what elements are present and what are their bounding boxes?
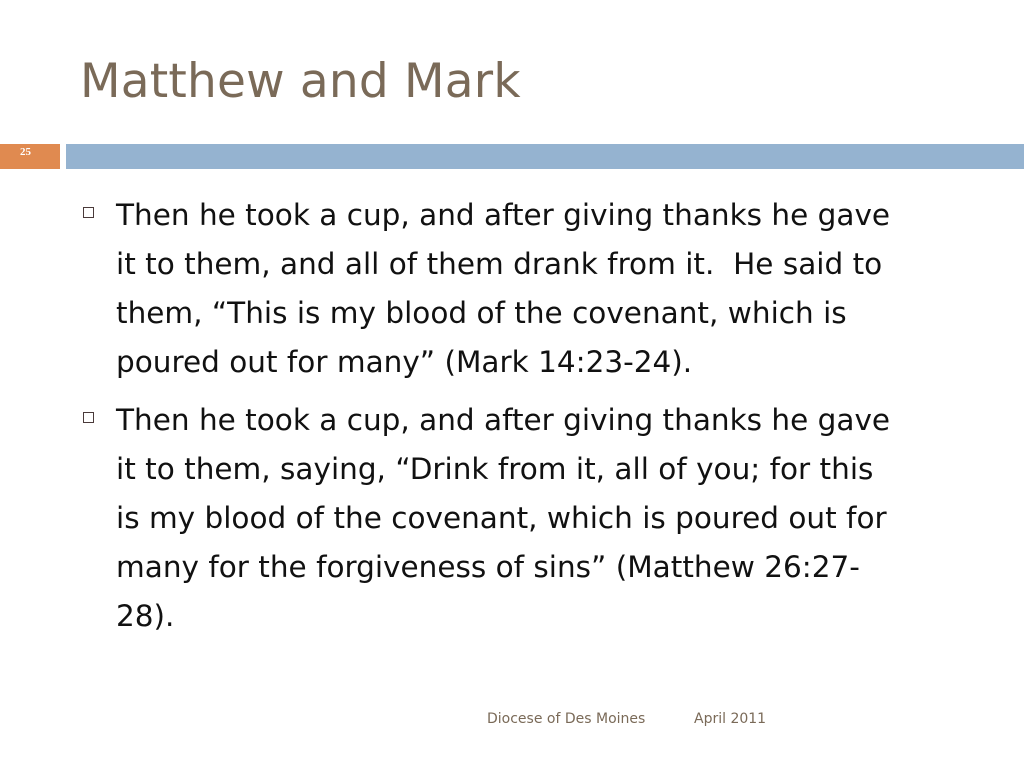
slide-content xyxy=(80,191,980,650)
bullet-item xyxy=(80,191,980,387)
bullet-line: them, “This is my blood of the covenant, which is xyxy=(116,296,847,330)
bullet-line: Then he took a cup, and after giving thanks he gave xyxy=(116,403,891,437)
slide-title: Matthew and Mark xyxy=(80,54,521,109)
bullet-text xyxy=(116,191,982,387)
bullet-line: 28). xyxy=(116,599,175,633)
bullet-item xyxy=(80,396,980,641)
footer-organization: Diocese of Des Moines xyxy=(487,711,646,727)
bullet-line: it to them, and all of them drank from it. He said to xyxy=(116,247,883,281)
bullet-line: many for the forgiveness of sins” (Matthew 26:27- xyxy=(116,550,860,584)
square-bullet-icon xyxy=(83,412,94,423)
bullet-text xyxy=(116,396,982,641)
square-bullet-icon xyxy=(83,207,94,218)
bullet-line: poured out for many” (Mark 14:23-24). xyxy=(116,345,693,379)
bullet-line: is my blood of the covenant, which is poured out for xyxy=(116,501,887,535)
header-rule-bar xyxy=(66,144,1024,169)
bullet-line: Then he took a cup, and after giving thanks he gave xyxy=(116,198,891,232)
page-number: 25 xyxy=(20,146,31,158)
footer-date: April 2011 xyxy=(694,711,767,727)
bullet-line: it to them, saying, “Drink from it, all of you; for this xyxy=(116,452,874,486)
